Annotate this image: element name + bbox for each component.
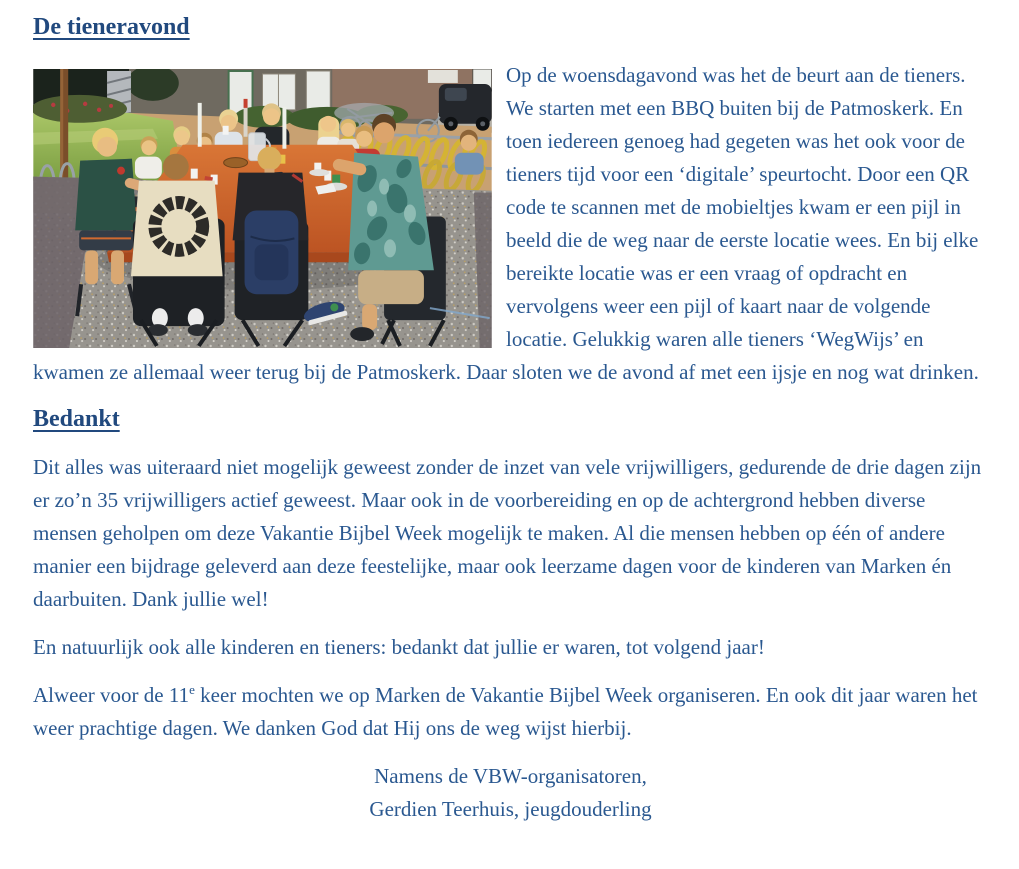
tieneravond-section — [33, 59, 988, 389]
eleventh-year-text-start: Alweer voor de 11 — [33, 683, 190, 707]
bbq-group-photo — [33, 69, 492, 348]
closing-signature — [33, 760, 988, 826]
eleventh-year-paragraph — [33, 679, 988, 745]
thanks-kids-paragraph: En natuurlijk ook alle kinderen en tieners: bedankt dat jullie er waren, tot volgend jaar! — [33, 635, 765, 659]
bedankt-paragraph-1: Dit alles was uiteraard niet mogelijk geweest zonder de inzet van vele vrijwilligers, gedurende de drie dagen zijn er zo’n 35 vrijwilligers actief geweest. Maar ook in de voorbereiding en op de achtergrond hebben diverse mensen geholpen om deze Vakantie Bijbel Week mogelijk te maken. Al die mensen hebben op één of andere manier een bijdrage geleverd aan deze feestelijke, maar ook leerzame dagen voor de kinderen van Marken én daarbuiten. Dank jullie wel! — [33, 455, 982, 611]
closing-line-1: Namens de VBW-organisatoren, — [374, 764, 647, 788]
tieneravond-paragraph: Op de woensdagavond was het de beurt aan de tieners. We starten met een BBQ buiten bij de Patmoskerk. En toen iedereen genoeg had gegeten was het ook voor de tieners tijd voor een ‘digitale’ speurtocht. Door een QR code te scannen met de mobieltjes kwam er een pijl in beeld die de weg naar de eerste locatie wees. En bij elke bereikte locatie was er een vraag of opdracht en vervolgens weer een pijl of kaart naar de volgende locatie. Gelukkig waren alle tieners ‘WegWijs’ en kwamen ze allemaal weer terug bij de Patmoskerk. Daar sloten we de avond af met een ijsje en nog wat drinken. — [33, 63, 979, 384]
section-heading-bedankt: Bedankt — [33, 406, 120, 432]
eleventh-year-text-end: keer mochten we op Marken de Vakantie Bijbel Week organiseren. En ook dit jaar waren het weer prachtige dagen. We danken God dat Hij ons de weg wijst hierbij. — [33, 683, 978, 740]
section-heading-tieneravond: De tieneravond — [33, 14, 190, 40]
flower-bush — [33, 95, 127, 123]
parked-car — [439, 84, 492, 131]
ordinal-superscript: e — [189, 682, 195, 697]
closing-line-2: Gerdien Teerhuis, jeugdouderling — [369, 797, 652, 821]
